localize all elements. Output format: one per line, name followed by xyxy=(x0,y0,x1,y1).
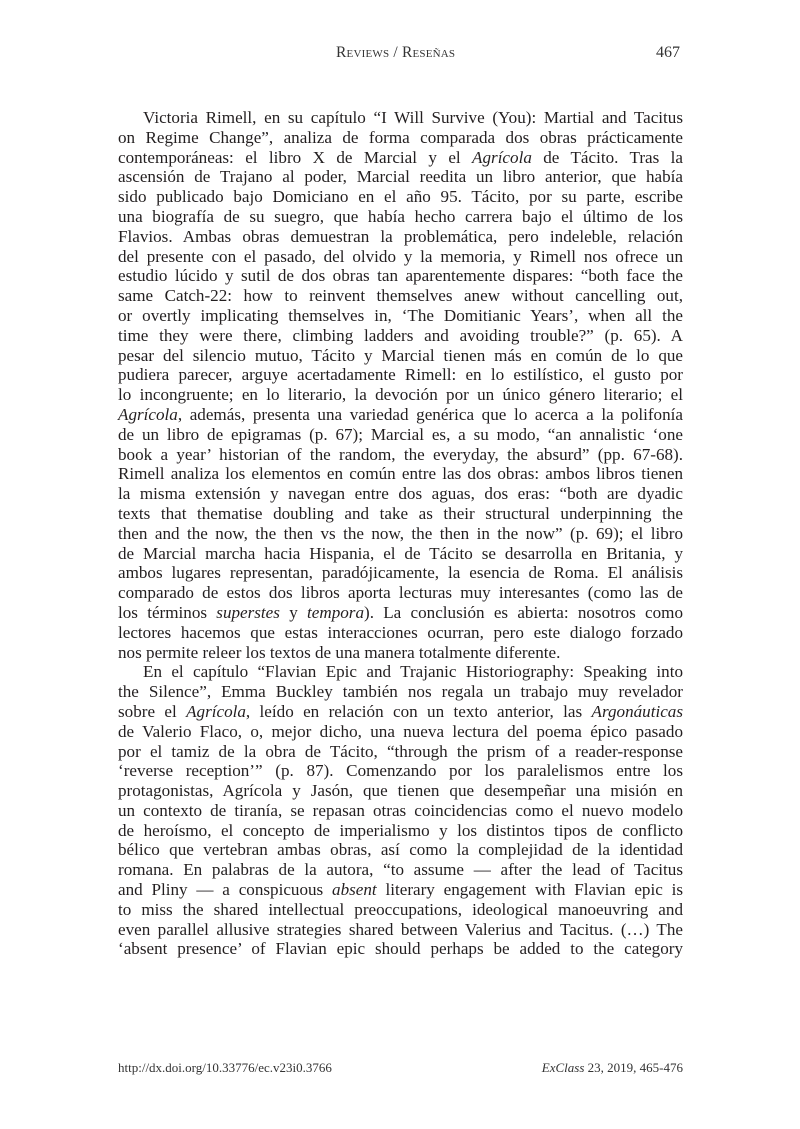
text-line: por el tamiz de la obra de Tácito, “through the prism of a reader-response xyxy=(118,741,683,761)
text-line: ‘reverse reception’” (p. 87). Comenzando por los paralelismos entre los xyxy=(118,761,683,781)
text-line: book a year’ historian of the random, the everyday, the absurd” (pp. 67-68). xyxy=(118,444,683,464)
text-line: sobre el Agrícola, leído en relación con un texto anterior, las Argonáuticas xyxy=(118,701,683,721)
text-line: to miss the shared intellectual preoccupations, ideological manoeuvring and xyxy=(118,899,683,919)
journal-citation xyxy=(542,1060,683,1076)
italic-term: superstes xyxy=(216,602,280,622)
text-line: then and the now, the then vs the now, the then in the now” (p. 69); el libro xyxy=(118,523,683,543)
italic-term: Argonáuticas xyxy=(591,701,683,721)
text-line: comparado de estos dos libros aporta lecturas muy interesantes (como las de xyxy=(118,583,683,603)
text-line: ‘absent presence’ of Flavian epic should perhaps be added to the category xyxy=(118,939,683,959)
text-line: on Regime Change”, analiza de forma comparada dos obras prácticamente xyxy=(118,127,683,147)
text-line: de heroísmo, el concepto de imperialismo y los distintos tipos de conflicto xyxy=(118,820,683,840)
text-line: una biografía de su suegro, que había hecho carrera bajo el último de los xyxy=(118,206,683,226)
text-line: sido publicado bajo Domiciano en el año 95. Tácito, por su parte, escribe xyxy=(118,187,683,207)
italic-term: tempora xyxy=(307,602,364,622)
text-line: nos permite releer los textos de una manera totalmente diferente. xyxy=(118,642,561,662)
body-text xyxy=(118,108,683,959)
text-line: or overtly implicating themselves in, ‘The Domitianic Years’, when all the xyxy=(118,305,683,325)
text-line: even parallel allusive strategies shared between Valerius and Tacitus. (…) The xyxy=(118,919,683,939)
text-line: de Valerio Flaco, o, mejor dicho, una nueva lectura del poema épico pasado xyxy=(118,721,683,741)
text-line: del presente con el pasado, del olvido y la memoria, y Rimell nos ofrece un xyxy=(118,246,683,266)
paragraph xyxy=(118,662,683,959)
text-line: de un libro de epigramas (p. 67); Marcial es, a su modo, “an annalistic ‘one xyxy=(118,424,683,444)
text-line: ascensión de Trajano al poder, Marcial reedita un libro anterior, que había xyxy=(118,167,683,187)
text-line: En el capítulo “Flavian Epic and Trajanic Historiography: Speaking into xyxy=(143,662,683,682)
text-line: pudiera parecer, arguye acertadamente Rimell: en lo estilístico, el gusto por xyxy=(118,365,683,385)
text-line: ambos lugares representan, paradójicamente, la esencia de Roma. El análisis xyxy=(118,563,683,583)
text-line: Flavios. Ambas obras demuestran la problemática, pero indeleble, relación xyxy=(118,226,683,246)
paragraph xyxy=(118,108,683,662)
text-line: the Silence”, Emma Buckley también nos regala un trabajo muy revelador xyxy=(118,682,683,702)
doi-link[interactable]: http://dx.doi.org/10.33776/ec.v23i0.3766 xyxy=(118,1060,332,1075)
journal-title: ExClass xyxy=(541,1060,585,1075)
text-line: estudio lúcido y sutil de dos obras tan aparentemente dispares: “both face the xyxy=(118,266,683,286)
text-line: and Pliny — a conspicuous absent literary engagement with Flavian epic is xyxy=(118,880,684,900)
text-line: los términos superstes y tempora). La conclusión es abierta: nosotros como xyxy=(118,602,684,622)
text-line: Rimell analiza los elementos en común entre las dos obras: ambos libros tienen xyxy=(118,464,683,484)
italic-term: Agrícola xyxy=(118,404,178,424)
text-line: lo incongruente; en lo literario, la devoción por un único género literario; el xyxy=(118,385,683,405)
text-line: bélico que vertebran ambas obras, así como la complejidad de la identidad xyxy=(118,840,683,860)
page-number: 467 xyxy=(656,44,680,61)
text-line: de Marcial marcha hacia Hispania, el de Tácito se desarrolla en Britania, y xyxy=(118,543,683,563)
text-line: la misma extensión y navegan entre dos aguas, dos eras: “both are dyadic xyxy=(118,484,683,504)
italic-term: Agrícola xyxy=(472,147,532,167)
text-line: lectores hacemos que estas interacciones ocurran, pero este dialogo forzado xyxy=(118,622,683,642)
italic-term: absent xyxy=(332,880,377,900)
running-title: Reviews / Reseñas xyxy=(336,44,456,61)
italic-term: Agrícola xyxy=(186,701,246,721)
text-line: romana. En palabras de la autora, “to assume — after the lead of Tacitus xyxy=(118,860,683,880)
text-line: un contexto de tiranía, se repasan otras coincidencias como el nuevo modelo xyxy=(118,800,683,820)
text-line: texts that thematise doubling and take as their structural underpinning the xyxy=(118,503,683,523)
text-line: same Catch-22: how to reinvent themselves anew without cancelling out, xyxy=(118,286,683,306)
citation-details: 23, 2019, 465-476 xyxy=(584,1060,683,1075)
text-line: Agrícola, además, presenta una variedad genérica que lo acerca a la polifonía xyxy=(118,404,683,424)
text-line: contemporáneas: el libro X de Marcial y el Agrícola de Tácito. Tras la xyxy=(118,147,683,167)
text-line: Victoria Rimell, en su capítulo “I Will Survive (You): Martial and Tacitus xyxy=(143,108,683,127)
text-line: pesar del silencio mutuo, Tácito y Marcial tienen más en común de lo que xyxy=(118,345,683,365)
running-header xyxy=(0,44,800,68)
text-line: time they were there, climbing ladders and avoiding trouble?” (p. 65). A xyxy=(118,325,683,345)
text-line: protagonistas, Agrícola y Jasón, que tienen que desempeñar una misión en xyxy=(118,781,683,801)
